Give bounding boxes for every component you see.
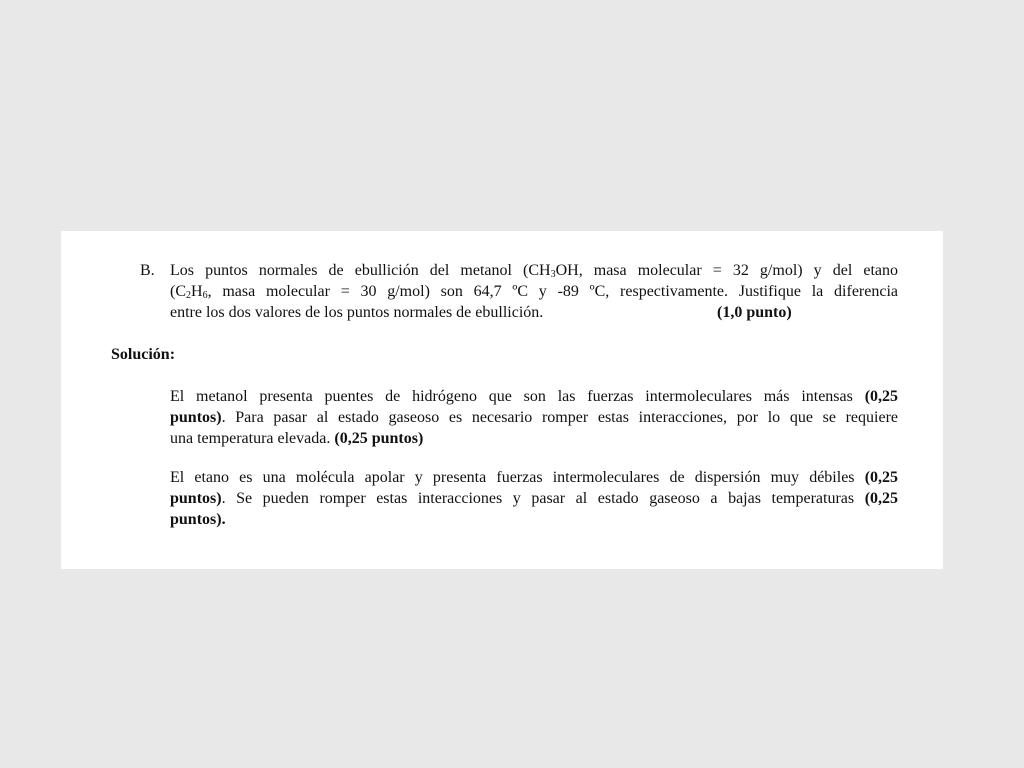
question-line-1-a: Los puntos normales de ebullición del metanol (CH — [170, 262, 551, 279]
question-line-2 — [170, 281, 898, 302]
para1-line-1 — [170, 386, 898, 407]
para1-line-3 — [170, 428, 898, 449]
para1-line-2 — [170, 407, 898, 428]
para2-line-1 — [170, 467, 898, 488]
subscript: 6 — [202, 290, 208, 301]
question-points: (1,0 punto) — [717, 304, 792, 321]
document-page — [61, 231, 943, 569]
solution-paragraph-2 — [170, 467, 898, 530]
points-label: puntos) — [170, 409, 222, 426]
para2-line-1-text: El etano es una molécula apolar y presenta fuerzas intermoleculares de dispersión muy débiles — [170, 469, 855, 486]
subscript: 2 — [186, 290, 191, 301]
question-line-1 — [170, 260, 898, 281]
solution-heading: Solución: — [111, 346, 176, 363]
points-label: (0,25 — [864, 469, 899, 486]
question-line-2-a: (C — [170, 283, 186, 300]
question-label: B. — [140, 262, 155, 279]
points-label: puntos) — [170, 490, 222, 507]
question-text — [170, 260, 898, 323]
subscript: 3 — [550, 269, 556, 280]
question-line-2-c: , masa molecular = 30 g/mol) son 64,7 ºC y -89 ºC, respectivamente. Justifique la diferencia — [207, 283, 898, 300]
points-label: (0,25 puntos) — [334, 430, 424, 447]
points-label: puntos). — [170, 511, 226, 528]
question-line-2-b: H — [191, 283, 203, 300]
para1-line-3-text: una temperatura elevada. — [170, 430, 331, 447]
solution-paragraph-1 — [170, 386, 898, 449]
question-line-1-b: OH, masa molecular = 32 g/mol) y del etano — [555, 262, 899, 279]
question-line-3 — [170, 302, 898, 323]
para2-line-3 — [170, 509, 898, 530]
points-label: (0,25 — [864, 388, 899, 405]
para1-line-1-text: El metanol presenta puentes de hidrógeno que son las fuerzas intermoleculares más intensas — [170, 388, 853, 405]
para2-line-2-text: . Se pueden romper estas interacciones y pasar al estado gaseoso a bajas temperaturas — [221, 490, 855, 507]
points-label: (0,25 — [864, 490, 899, 507]
para2-line-2 — [170, 488, 898, 509]
question-line-3-text: entre los dos valores de los puntos normales de ebullición. — [170, 304, 544, 321]
para1-line-2-text: . Para pasar al estado gaseoso es necesario romper estas interacciones, por lo que se requiere — [221, 409, 898, 426]
